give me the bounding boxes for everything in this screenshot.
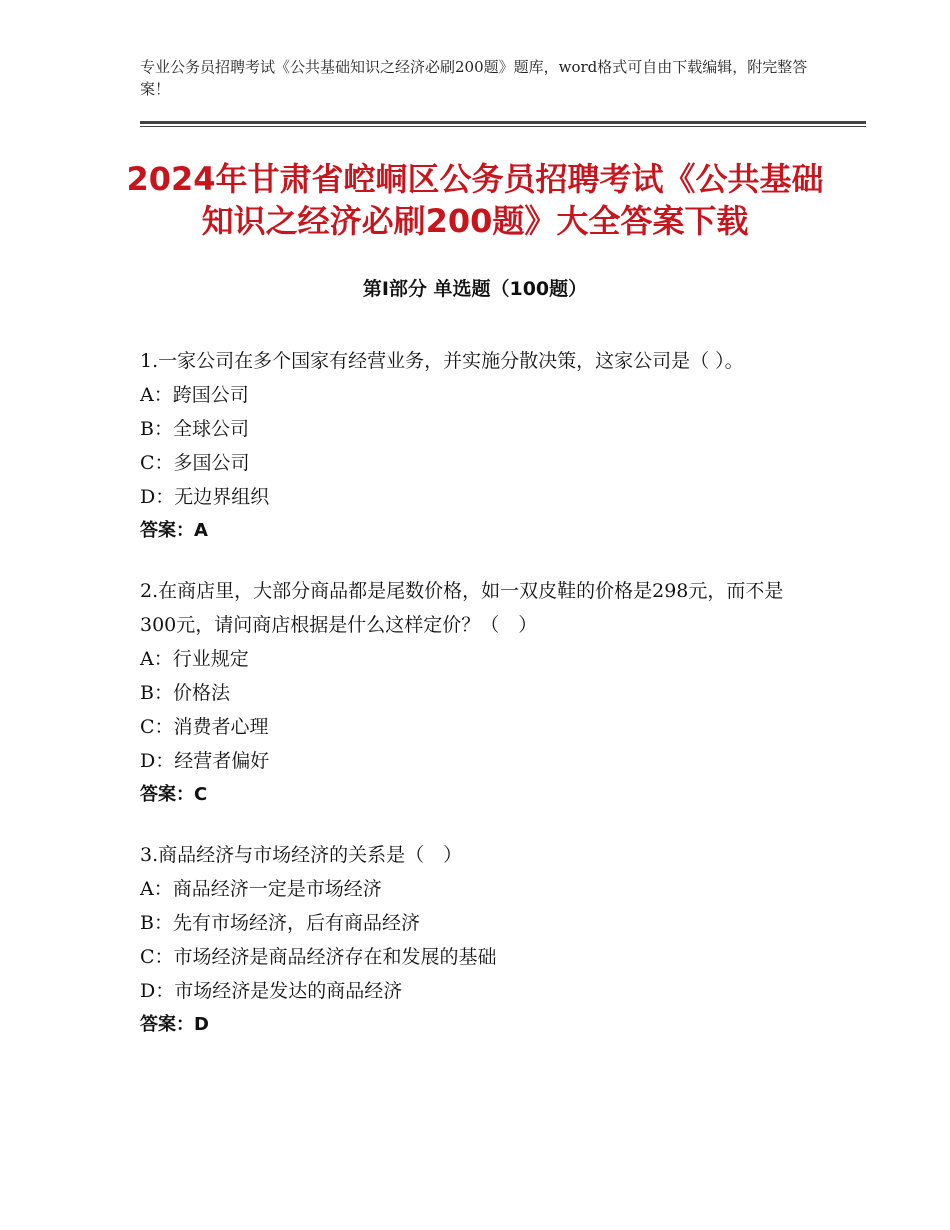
- question-2: [140, 574, 790, 812]
- option-c: C：消费者心理: [140, 716, 269, 738]
- option-d: D：无边界组织: [140, 486, 270, 508]
- option-c: C：多国公司: [140, 452, 250, 474]
- question-1: [140, 344, 790, 548]
- question-stem: 2.在商店里，大部分商品都是尾数价格，如一双皮鞋的价格是298元，而不是300元，请问商店根据是什么这样定价？（ ）: [140, 580, 784, 636]
- option-d: D：经营者偏好: [140, 750, 270, 772]
- header-divider: [140, 121, 866, 124]
- answer: 答案：C: [140, 784, 208, 805]
- section-title: 第Ⅰ部分 单选题（100题）: [362, 278, 588, 300]
- question-list: [140, 344, 790, 1068]
- option-a: A：商品经济一定是市场经济: [140, 878, 382, 900]
- question-stem: 1.一家公司在多个国家有经营业务，并实施分散决策，这家公司是（ ）。: [140, 350, 744, 372]
- option-b: B：全球公司: [140, 418, 249, 440]
- question-stem: 3.商品经济与市场经济的关系是（ ）: [140, 844, 463, 866]
- answer: 答案：D: [140, 1014, 209, 1035]
- header-divider-thin: [140, 126, 866, 127]
- document-title: 2024年甘肃省崆峒区公务员招聘考试《公共基础知识之经济必刷200题》大全答案下载: [126, 160, 824, 240]
- option-c: C：市场经济是商品经济存在和发展的基础: [140, 946, 497, 968]
- option-d: D：市场经济是发达的商品经济: [140, 980, 403, 1002]
- option-a: A：行业规定: [140, 648, 249, 670]
- question-3: [140, 838, 790, 1042]
- option-b: B：价格法: [140, 682, 230, 704]
- option-b: B：先有市场经济，后有商品经济: [140, 912, 420, 934]
- header-note: 专业公务员招聘考试《公共基础知识之经济必刷200题》题库，word格式可自由下载编辑，附完整答案！: [140, 58, 808, 98]
- answer: 答案：A: [140, 520, 208, 541]
- option-a: A：跨国公司: [140, 384, 249, 406]
